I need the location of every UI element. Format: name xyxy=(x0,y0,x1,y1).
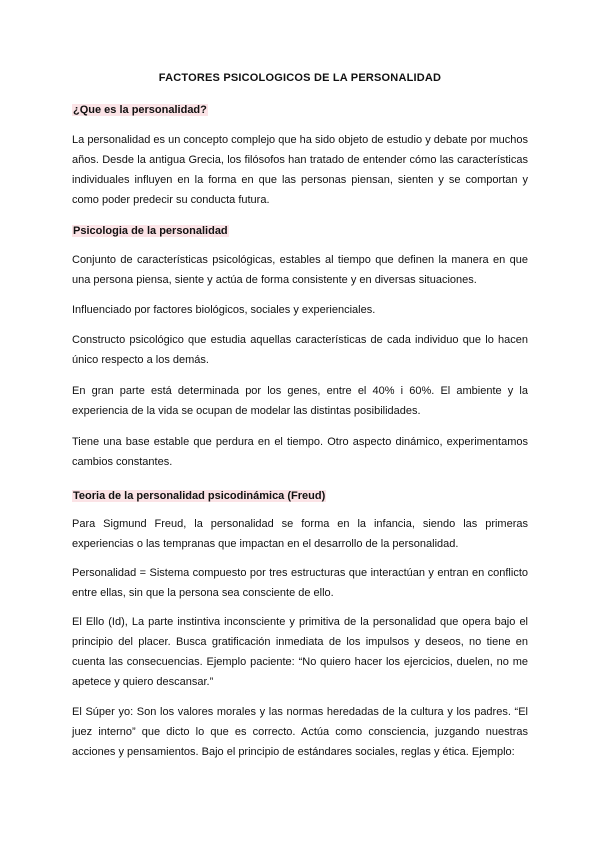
heading-que-es-text: ¿Que es la personalidad? xyxy=(73,104,207,116)
paragraph-intro: La personalidad es un concepto complejo que ha sido objeto de estudio y debate por muchos años. Desde la antigua Grecia, los filósofos han tratado de entender cómo las características individuales influyen en la forma en que las personas piensan, sienten y se comportan y como poder predecir su conducta futura. xyxy=(72,134,528,206)
paragraph-super-yo: El Súper yo: Son los valores morales y las normas heredadas de la cultura y los padres. “El juez interno” que dicto lo que es correcto. Actúa como consciencia, juzgando nuestras acciones y pensamientos. Bajo el principio de estándares sociales, reglas y ética. Ejemplo: xyxy=(72,706,528,758)
heading-psicologia xyxy=(72,221,229,239)
heading-freud-text: Teoria de la personalidad psicodinámica (Freud) xyxy=(73,490,326,502)
paragraph-ello: El Ello (Id), La parte instintiva inconsciente y primitiva de la personalidad que opera bajo el principio del placer. Busca gratificación inmediata de los impulsos y deseos, no tiene en cuenta las consecuencias. Ejemplo paciente: “No quiero hacer los ejercicios, duelen, no me apetece y quiero descansar.” xyxy=(72,616,528,688)
paragraph-sigmund: Para Sigmund Freud, la personalidad se forma en la infancia, siendo las primeras experiencias o las tempranas que impactan en el desarrollo de la personalidad. xyxy=(72,518,528,550)
heading-que-es xyxy=(72,100,208,118)
paragraph-influenciado: Influenciado por factores biológicos, sociales y experienciales. xyxy=(72,304,376,316)
paragraph-conjunto: Conjunto de características psicológicas, estables al tiempo que definen la manera en que una persona piensa, siente y actúa de forma consistente y en diversas situaciones. xyxy=(72,254,528,286)
paragraph-sistema: Personalidad = Sistema compuesto por tres estructuras que interactúan y entran en conflicto entre ellas, sin que la persona sea consciente de ello. xyxy=(72,567,528,599)
paragraph-genes: En gran parte está determinada por los genes, entre el 40% i 60%. El ambiente y la experiencia de la vida se ocupan de modelar las distintas posibilidades. xyxy=(72,385,528,417)
heading-psicologia-text: Psicologia de la personalidad xyxy=(73,225,228,237)
paragraph-base-estable: Tiene una base estable que perdura en el tiempo. Otro aspecto dinámico, experimentamos cambios constantes. xyxy=(72,436,528,468)
paragraph-constructo: Constructo psicológico que estudia aquellas características de cada individuo que lo hacen único respecto a los demás. xyxy=(72,334,528,366)
document-title: FACTORES PSICOLOGICOS DE LA PERSONALIDAD xyxy=(158,72,442,84)
heading-freud xyxy=(72,486,326,504)
